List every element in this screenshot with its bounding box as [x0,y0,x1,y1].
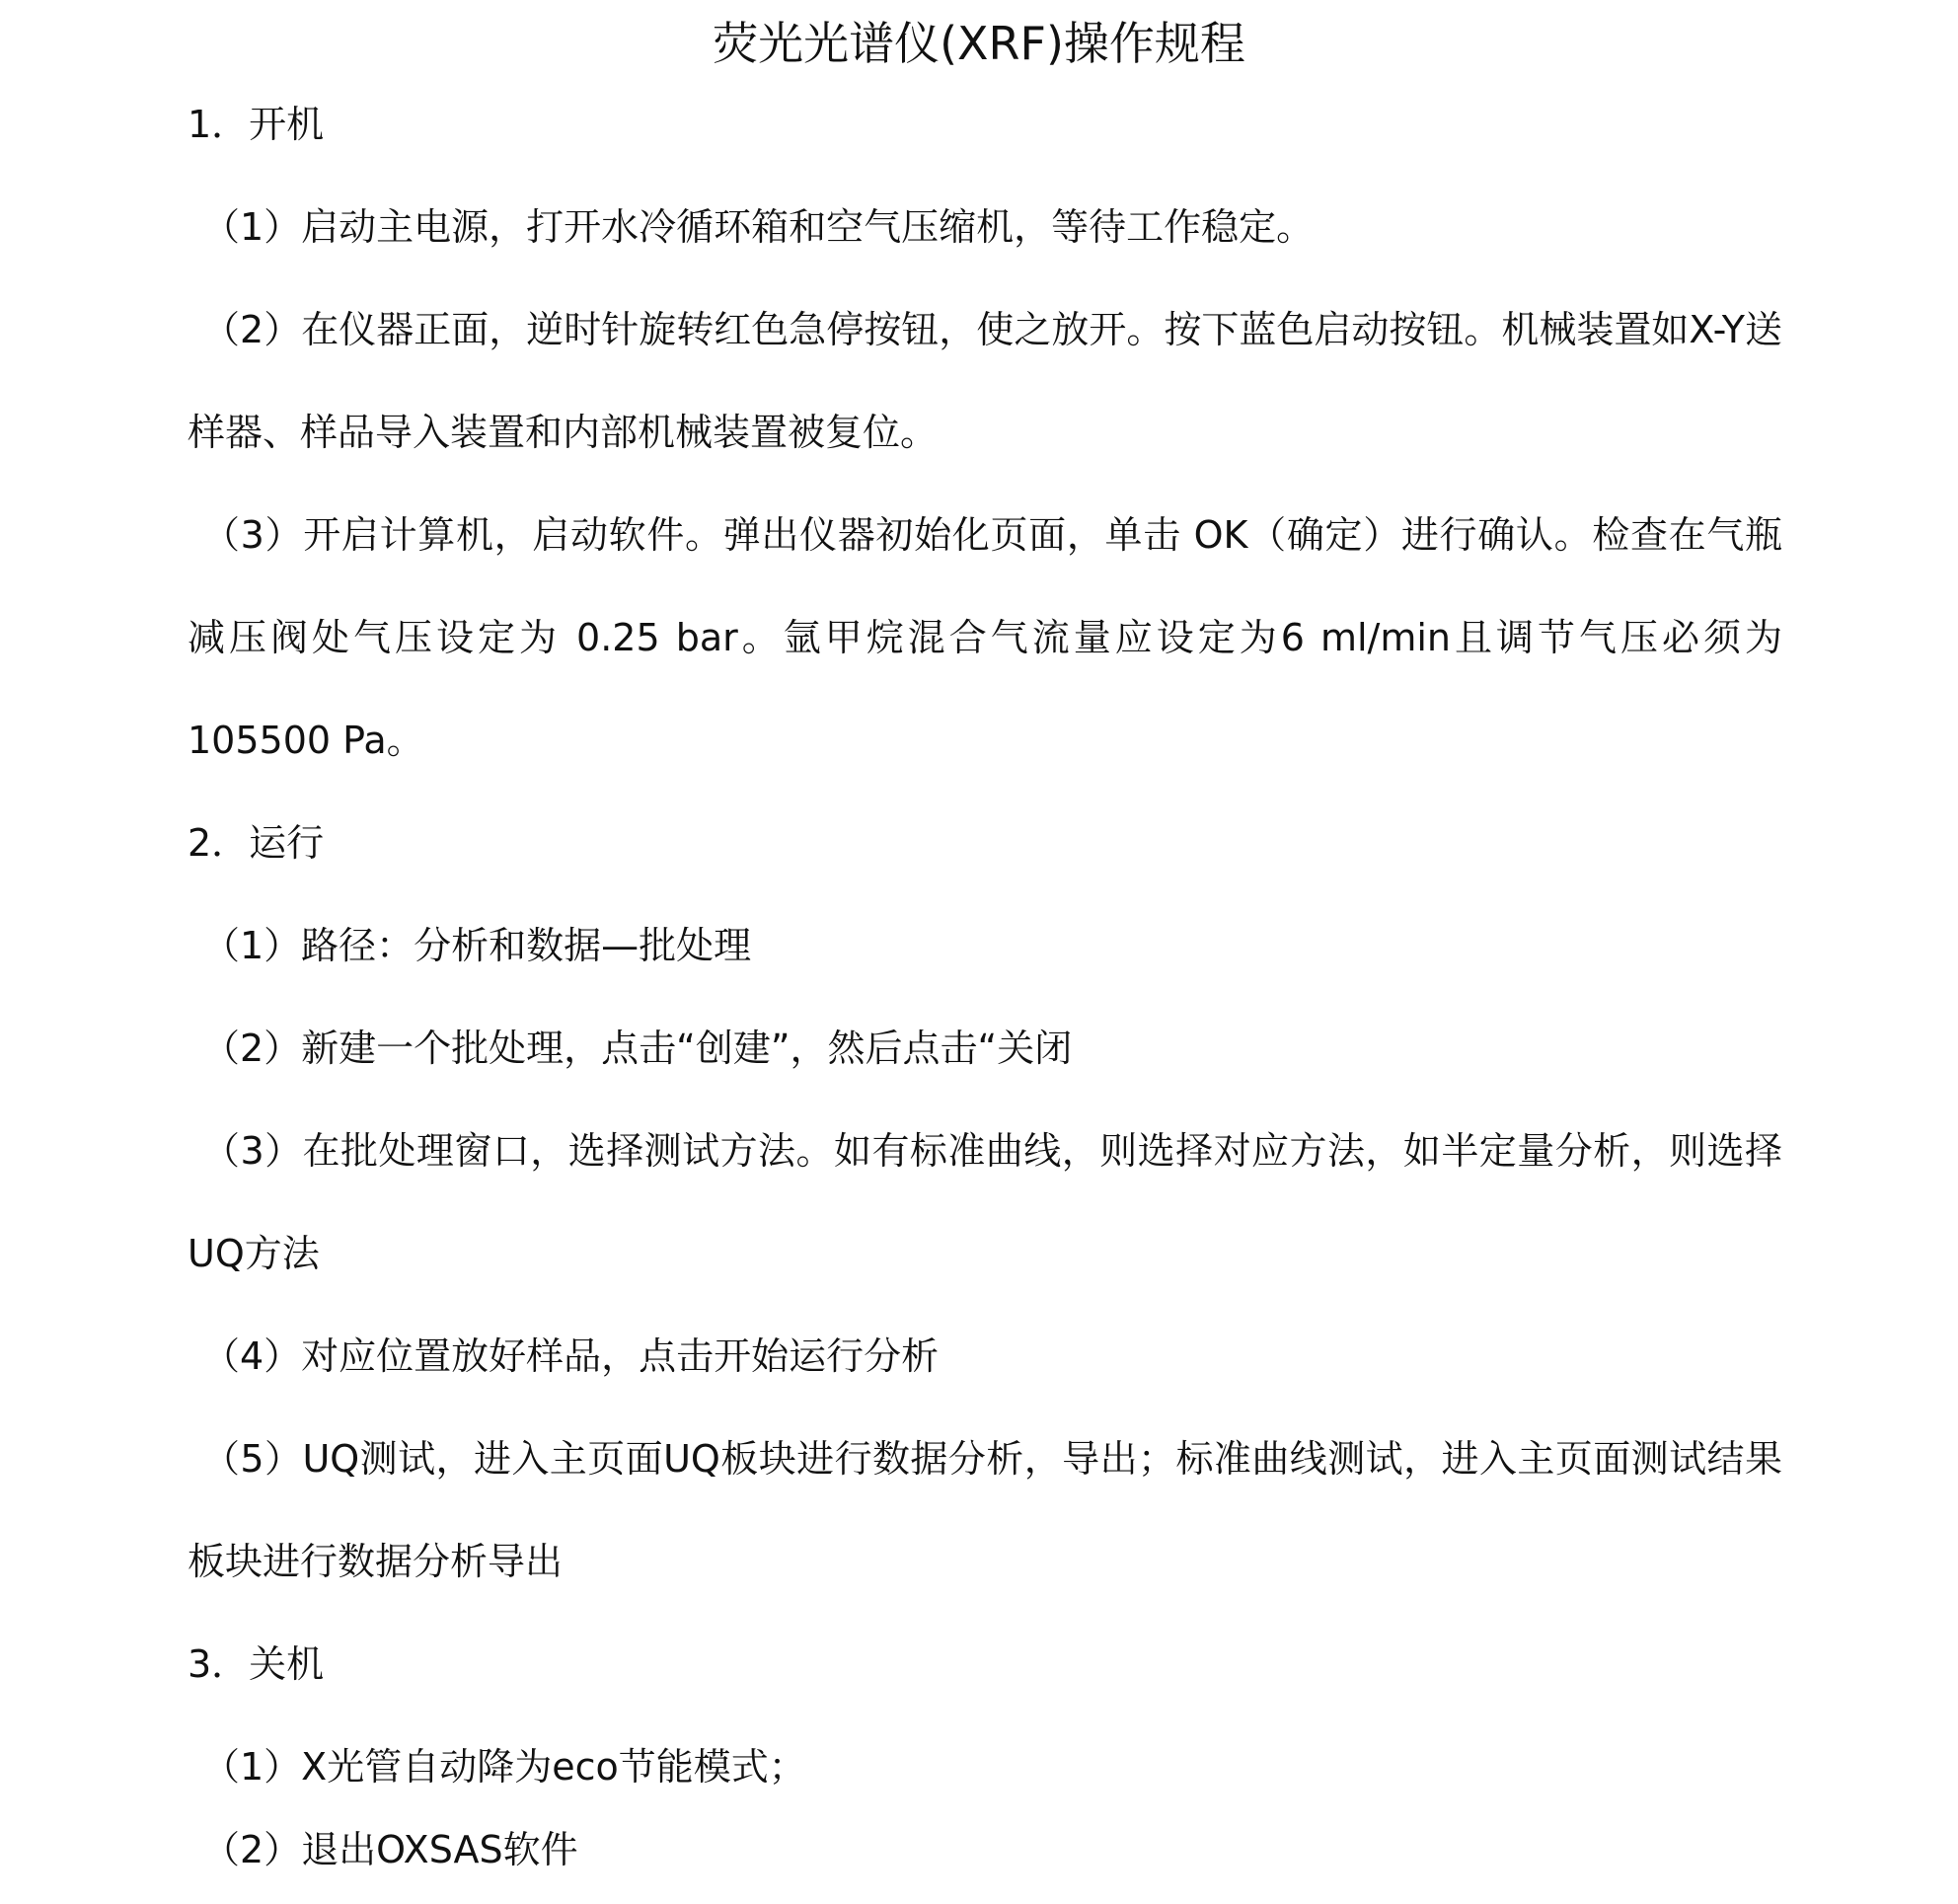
document-title: 荧光光谱仪(XRF)操作规程 [713,17,1245,70]
operation-step-1: （1）路径：分析和数据—批处理 [202,924,752,967]
section-heading-operation: 2．运行 [188,821,325,865]
section-heading-startup: 1．开机 [188,103,325,146]
shutdown-step-2: （2）退出OXSAS软件 [202,1828,578,1871]
section-heading-shutdown: 3．关机 [188,1642,325,1686]
startup-step-1: （1）启动主电源，打开水冷循环箱和空气压缩机，等待工作稳定。 [202,205,1315,249]
operation-step-2: （2）新建一个批处理，点击“创建”，然后点击“关闭 [202,1027,1073,1070]
startup-step-3: （3）开启计算机，启动软件。弹出仪器初始化页面，单击 OK（确定）进行确认。检查在气瓶减压阀处气压设定为 0.25 bar。氩甲烷混合气流量应设定为6 ml/min且调节气压必须为105500 Pa。 [188,513,1782,762]
operation-step-5: （5）UQ测试，进入主页面UQ板块进行数据分析，导出；标准曲线测试，进入主页面测试结果板块进行数据分析导出 [188,1437,1782,1583]
operation-step-3: （3）在批处理窗口，选择测试方法。如有标准曲线，则选择对应方法，如半定量分析，则选择UQ方法 [188,1129,1782,1275]
startup-step-2: （2）在仪器正面，逆时针旋转红色急停按钮，使之放开。按下蓝色启动按钮。机械装置如X-Y送样器、样品导入装置和内部机械装置被复位。 [188,308,1782,454]
operation-step-4: （4）对应位置放好样品，点击开始运行分析 [202,1334,940,1378]
shutdown-step-1: （1）X光管自动降为eco节能模式； [202,1745,806,1789]
